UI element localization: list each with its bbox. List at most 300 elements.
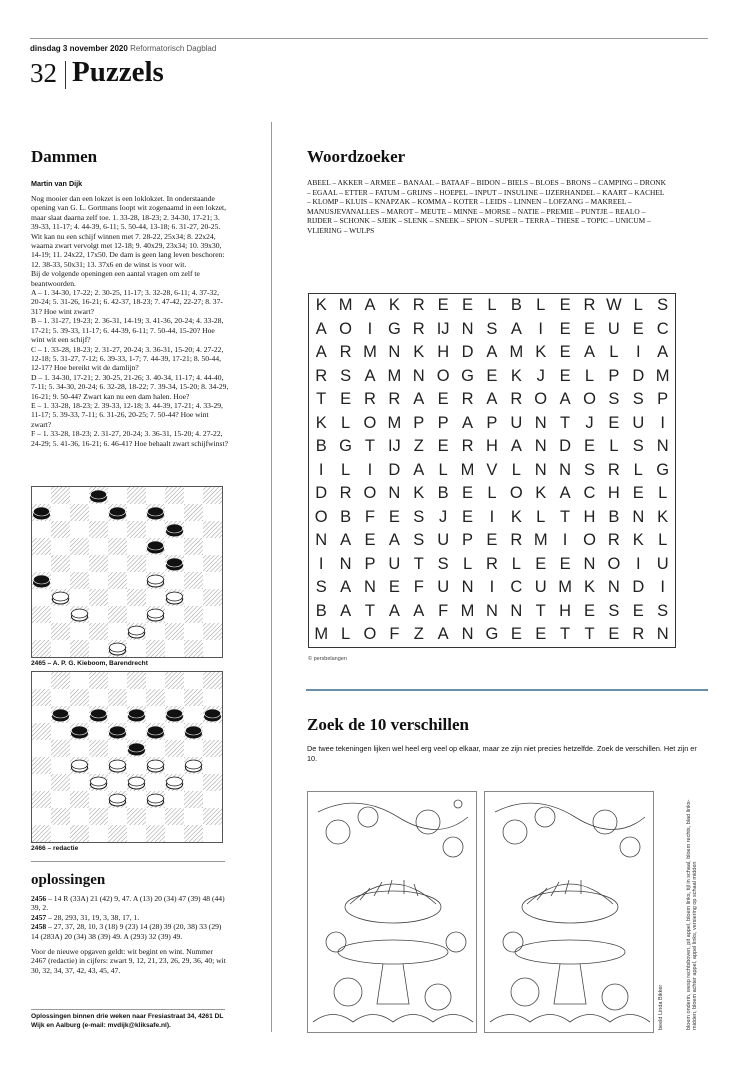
grid-letter: L	[340, 625, 351, 644]
grid-letter: E	[583, 319, 595, 338]
grid-letter: K	[535, 484, 547, 503]
board-square	[165, 808, 184, 825]
board-square	[32, 640, 51, 657]
grid-letter: D	[315, 484, 328, 503]
grid-letter: Z	[413, 625, 424, 644]
grid-letter: O	[583, 531, 596, 550]
grid-letter: O	[363, 625, 377, 644]
grid-letter: J	[536, 366, 545, 385]
dammen-paragraph: Nog mooier dan een lokzet is een loklokzet. In onderstaande opening van G. L. Gortmans loopt wit zogenaamd in een lokzet, maar slaat daarna zelf toe. 1. 33-28, 18-23; 2. 34-30, 17-21; 3. 39-33, 11-17; 4. 44-39, 6-11; 5. 50-44, 13-18; 6. 31-27, 20-25. Wit kan nu een schijf winnen met 7. 28-22, 25x34; 8. 22x24, waarna zwart vervolgt met 12-18; 9. 40x29, 23x34; 10. 39x30, 14-19; 11. 24x22, 17x50. De dam is geen lang leven beschoren: 12. 38-33, 50x31; 13. 37x6 en de winst is voor wit.	[31, 194, 227, 269]
board-square	[127, 555, 146, 572]
grid-letter: M	[314, 625, 329, 644]
board-square	[89, 740, 108, 757]
grid-letter: I	[660, 413, 665, 432]
paper-name: Reformatorisch Dagblad	[130, 44, 217, 53]
grid-letter: M	[387, 413, 402, 432]
grid-letter: R	[339, 343, 352, 362]
board-square	[70, 572, 89, 589]
grid-letter: U	[632, 413, 645, 432]
board-square	[165, 487, 184, 504]
grid-letter: M	[460, 601, 475, 620]
board-square	[203, 774, 222, 791]
grid-letter: B	[315, 437, 327, 456]
grid-letter: T	[584, 625, 595, 644]
board-square	[203, 555, 222, 572]
grid-letter: M	[387, 366, 402, 385]
dammen-paragraph: D – 1. 34-30, 17-21; 2. 30-25, 21-26; 3. 40-34, 11-17; 4. 44-40, 7-11; 5. 34-30, 20-24; 6. 32-28, 18-22; 7. 39-34, 15-20; 8. 34-29, 16-21; 9. 50-44? Zwart kan nu een dam halen. Hoe?	[31, 372, 229, 401]
grid-letter: I	[635, 343, 641, 362]
page-title: Puzzels	[72, 56, 164, 88]
grid-letter: D	[388, 460, 401, 479]
grid-letter: A	[388, 601, 400, 620]
grid-letter: I	[318, 460, 324, 479]
grid-letter: T	[560, 507, 571, 526]
grid-letter: L	[511, 554, 521, 573]
board-square	[32, 606, 51, 623]
dammen-paragraph: B – 1. 31-27, 19-23; 2. 36-31, 14-19; 3. 41-36, 20-24; 4. 33-28, 17-21; 5. 39-33, 11-17; 6. 44-39, 6-11; 7. 50-44, 15-20? Hoe wint wit een schijf?	[31, 316, 224, 345]
solution-text: – 14 R (33A) 21 (42) 9, 47. A (13) 20 (34) 47 (39) 48 (44) 39, 2.	[31, 894, 225, 913]
grid-letter: K	[632, 531, 644, 550]
checkers-board-2465	[31, 486, 223, 658]
grid-letter: N	[461, 625, 474, 644]
grid-letter: A	[657, 343, 669, 362]
grid-letter: E	[559, 319, 571, 338]
board-square	[32, 791, 51, 808]
page-number: 32	[30, 58, 57, 88]
grid-letter: A	[462, 413, 474, 432]
grid-letter: S	[486, 319, 498, 338]
grid-letter: T	[560, 413, 571, 432]
grid-letter: P	[413, 413, 425, 432]
solution-number: 2456	[31, 894, 47, 903]
dammen-paragraph: Bij de volgende openingen een aantal vragen om zelf te beantwoorden.	[31, 269, 200, 288]
column-divider	[271, 122, 272, 1032]
grid-letter: O	[583, 390, 596, 409]
board-square	[127, 589, 146, 606]
grid-letter: N	[364, 578, 376, 597]
grid-letter: L	[658, 531, 668, 550]
grid-letter: N	[534, 460, 547, 479]
grid-letter: N	[388, 484, 401, 503]
opgaven-note: Voor de nieuwe opgaven geldt: wit begint en wint. Nummer 2467 (redactie) in cijfers: zwart 9, 12, 21, 23, 26, 29, 36, 40; wit 30, 32, 34, 37, 42, 43, 45, 47.	[31, 947, 226, 975]
grid-letter: G	[461, 366, 474, 385]
grid-letter: C	[583, 484, 596, 503]
board-square	[127, 808, 146, 825]
grid-letter: E	[559, 296, 571, 315]
grid-letter: K	[413, 343, 425, 362]
grid-letter: T	[316, 390, 327, 409]
grid-letter: E	[462, 484, 474, 503]
grid-letter: I	[367, 319, 373, 338]
grid-letter: O	[314, 507, 328, 526]
board-caption-2466: 2466 – redactie	[31, 845, 79, 852]
grid-letter: G	[656, 460, 670, 479]
grid-letter: M	[655, 366, 670, 385]
board-square	[184, 791, 203, 808]
grid-letter: L	[658, 484, 668, 503]
grid-letter: L	[584, 366, 595, 385]
grid-letter: F	[389, 625, 400, 644]
grid-letter: T	[535, 601, 546, 620]
grid-letter: N	[388, 343, 401, 362]
grid-letter: F	[413, 578, 424, 597]
grid-letter: N	[534, 437, 547, 456]
grid-letter: U	[534, 578, 547, 597]
page-number-divider	[65, 61, 66, 89]
grid-letter: O	[436, 366, 450, 385]
grid-letter: N	[461, 578, 474, 597]
grid-letter: H	[437, 343, 450, 362]
grid-letter: S	[632, 390, 644, 409]
grid-letter: B	[608, 507, 620, 526]
grid-letter: M	[338, 296, 353, 315]
grid-letter: N	[339, 554, 352, 573]
grid-letter: E	[632, 601, 644, 620]
board-square	[51, 740, 70, 757]
grid-letter: E	[486, 531, 498, 550]
grid-letter: E	[462, 296, 474, 315]
board-square	[89, 521, 108, 538]
grid-letter: E	[583, 601, 595, 620]
grid-letter: E	[388, 578, 400, 597]
grid-letter: F	[438, 601, 449, 620]
grid-letter: M	[558, 578, 572, 597]
grid-letter: L	[340, 460, 351, 479]
dammen-author: Martin van Dijk	[31, 179, 83, 188]
grid-letter: A	[340, 578, 352, 597]
grid-letter: A	[486, 343, 498, 362]
dammen-paragraph: A – 1. 34-30, 17-22; 2. 30-25, 11-17; 3. 32-28, 6-11; 4. 37-32, 20-24; 5. 31-26, 16-21; 6. 42-37, 18-23; 7. 47-42, 22-27; 8. 37-31? Hoe wint zwart?	[31, 288, 223, 316]
solution-line	[31, 922, 229, 941]
grid-letter: G	[339, 437, 352, 456]
grid-letter: H	[559, 601, 572, 620]
grid-letter: E	[559, 343, 571, 362]
grid-letter: J	[585, 413, 594, 432]
checkers-board-2466	[31, 671, 223, 843]
grid-letter: K	[413, 484, 425, 503]
grid-letter: S	[657, 296, 669, 315]
grid-letter: A	[340, 601, 352, 620]
grid-letter: E	[535, 625, 547, 644]
board-square	[108, 572, 127, 589]
grid-letter: T	[560, 625, 571, 644]
grid-letter: E	[559, 366, 571, 385]
top-rule	[30, 38, 708, 39]
grid-letter: A	[559, 390, 571, 409]
grid-letter: N	[315, 531, 328, 550]
board-square	[203, 487, 222, 504]
grid-letter: O	[534, 390, 548, 409]
board-square	[203, 672, 222, 689]
dammen-body	[31, 194, 229, 448]
grid-letter: E	[559, 554, 571, 573]
grid-letter: IJ	[387, 437, 401, 456]
board-square	[70, 538, 89, 555]
footnote-rule	[31, 1009, 225, 1010]
grid-letter: I	[635, 554, 641, 573]
board-square	[184, 689, 203, 706]
board-square	[146, 825, 165, 842]
grid-letter: N	[607, 578, 620, 597]
board-square	[32, 757, 51, 774]
board-square	[127, 521, 146, 538]
grid-letter: L	[340, 413, 351, 432]
grid-letter: O	[363, 413, 377, 432]
board-square	[89, 623, 108, 640]
board-square	[203, 623, 222, 640]
solution-number: 2458	[31, 922, 47, 932]
grid-letter: L	[462, 554, 473, 573]
grid-letter: I	[538, 319, 543, 338]
grid-letter: A	[388, 531, 400, 550]
grid-letter: R	[388, 390, 401, 409]
board-square	[70, 825, 89, 842]
grid-letter: P	[437, 413, 449, 432]
grid-letter: S	[583, 460, 595, 479]
grid-letter: D	[632, 578, 645, 597]
grid-letter: A	[559, 484, 571, 503]
grid-letter: A	[364, 296, 376, 315]
board-square	[203, 521, 222, 538]
board-square	[51, 672, 70, 689]
section-rule	[31, 861, 225, 862]
grid-letter: M	[533, 531, 548, 550]
grid-letter: N	[632, 507, 645, 526]
grid-letter: N	[534, 413, 547, 432]
board-square	[89, 589, 108, 606]
grid-letter: U	[656, 554, 669, 573]
grid-letter: A	[364, 366, 376, 385]
grid-letter: K	[388, 296, 400, 315]
grid-letter: G	[485, 625, 499, 644]
grid-letter: S	[340, 366, 352, 385]
grid-letter: P	[657, 390, 669, 409]
board-square	[70, 791, 89, 808]
board-square	[203, 808, 222, 825]
grid-letter: A	[413, 601, 425, 620]
board-square	[184, 640, 203, 657]
grid-letter: E	[632, 484, 644, 503]
grid-letter: L	[438, 460, 448, 479]
grid-letter: Z	[413, 437, 424, 456]
grid-letter: B	[340, 507, 352, 526]
grid-letter: U	[607, 319, 620, 338]
grid-letter: E	[608, 625, 620, 644]
grid-letter: L	[609, 437, 619, 456]
grid-letter: L	[536, 296, 546, 315]
grid-letter: W	[606, 296, 622, 315]
board-square	[51, 774, 70, 791]
grid-letter: L	[633, 460, 643, 479]
board-square	[184, 606, 203, 623]
grid-letter: E	[340, 390, 352, 409]
grid-letter: R	[412, 319, 425, 338]
grid-letter: R	[510, 531, 523, 550]
grid-letter: R	[461, 390, 474, 409]
grid-letter: B	[315, 601, 327, 620]
board-square	[165, 740, 184, 757]
grid-letter: E	[608, 413, 620, 432]
grid-letter: D	[461, 343, 474, 362]
grid-letter: S	[315, 578, 327, 597]
board-square	[127, 487, 146, 504]
board-square	[108, 689, 127, 706]
grid-letter: L	[633, 296, 643, 315]
board-square	[108, 825, 127, 842]
grid-letter: J	[439, 507, 448, 526]
board-square	[203, 740, 222, 757]
grid-letter: M	[363, 343, 377, 362]
verschillen-answer: bloem onderin, wesp rechtsboven, pit appel, bloem links, tijl in schaal, bloem rechts, blad links-midden, bloem achter appel, appel links, versiering op schaal midden	[686, 799, 698, 1030]
grid-letter: N	[461, 319, 474, 338]
grid-letter: E	[632, 319, 644, 338]
grid-letter: D	[559, 437, 572, 456]
solution-number: 2457	[31, 912, 47, 922]
grid-letter: A	[510, 437, 522, 456]
grid-letter: L	[511, 460, 521, 479]
grid-letter: N	[510, 601, 523, 620]
grid-letter: P	[462, 531, 474, 550]
board-square	[127, 672, 146, 689]
grid-letter: I	[367, 460, 373, 479]
image-credit: beeld Linda Bikker	[658, 984, 664, 1030]
grid-letter: K	[510, 366, 522, 385]
grid-letter: R	[607, 460, 620, 479]
grid-letter: L	[487, 296, 497, 315]
board-square	[184, 538, 203, 555]
board-square	[32, 825, 51, 842]
grid-letter: S	[657, 601, 669, 620]
grid-letter: K	[315, 296, 327, 315]
grid-letter: N	[559, 460, 572, 479]
solution-line	[31, 913, 229, 922]
grid-letter: A	[413, 390, 425, 409]
grid-letter: L	[609, 343, 619, 362]
grid-letter: E	[462, 507, 474, 526]
grid-letter: E	[364, 531, 376, 550]
grid-letter: N	[656, 437, 669, 456]
board-square	[184, 504, 203, 521]
woordzoeker-title: Woordzoeker	[307, 147, 406, 166]
grid-letter: K	[535, 343, 547, 362]
grid-letter: R	[339, 484, 352, 503]
grid-letter: I	[318, 554, 324, 573]
grid-letter: R	[461, 437, 474, 456]
grid-letter: T	[364, 437, 376, 456]
board-square	[70, 504, 89, 521]
grid-letter: O	[339, 319, 352, 338]
grid-letter: O	[607, 554, 621, 573]
dammen-paragraph: C – 1. 33-28, 18-23; 2. 31-27, 20-24; 3. 36-31, 15-20; 4. 27-22, 12-18; 5. 31-27, 7-12; 6. 39-33, 1-7; 7. 44-39, 17-21; 8. 50-44, 12-17? Hoe bereikt wit de damlijn?	[31, 344, 224, 373]
grid-letter: S	[413, 507, 425, 526]
dammen-title: Dammen	[31, 147, 98, 166]
grid-letter: A	[510, 319, 522, 338]
grid-letter: V	[486, 460, 498, 479]
grid-letter: E	[437, 437, 449, 456]
grid-letter: A	[315, 343, 327, 362]
board-square	[89, 672, 108, 689]
board-square	[108, 538, 127, 555]
grid-letter: C	[510, 578, 523, 597]
grid-letter: N	[412, 366, 425, 385]
oplossingen-title: oplossingen	[31, 872, 106, 888]
grid-letter: N	[583, 554, 596, 573]
grid-letter: K	[583, 578, 595, 597]
grid-letter: N	[485, 601, 498, 620]
oplossingen-body	[31, 894, 229, 975]
grid-letter: U	[510, 413, 523, 432]
drawing-right	[484, 791, 654, 1033]
solution-text: – 27, 37, 28, 10, 3 (18) 9 (23) 14 (28) 39 (20, 38) 33 (29) 14 (283A) 20 (34) 38 (39) 49. A (293) 32 (39) 49.	[31, 922, 222, 941]
grid-letter: N	[656, 625, 669, 644]
grid-letter: U	[437, 578, 450, 597]
grid-letter: I	[562, 531, 568, 550]
board-square	[32, 689, 51, 706]
grid-letter: K	[315, 413, 327, 432]
grid-letter: F	[364, 507, 376, 526]
grid-letter: A	[315, 319, 327, 338]
woordzoeker-wordlist: ABEEL – AKKER – ARMEE – BANAAL – BATAAF – BIDON – BIELS – BLOES – BRONS – CAMPING – DRONK – EGAAL – ETTER – FATUM – GRIJNS – HOEPEL – INPUT – INSULINE – IJZERHANDEL – KAART – KACHEL – KLOMP – KLUIS – KNAPZAK – KOMMA – KOTER – LEIDS – LINNEN – LOFZANG – MAKREEL – MANUSJEVANALLES – MAROT – MEUTE – MINNE – MORSE – NATIE – PREMIE – PUNTJE – REALO – RIJDER – SCHONK – SJEIK – SLENK – SNEEK – SPION – SUPER – TERRA – THESE – TOPIC – UNICUM – VLIERING – WULPS	[307, 178, 666, 235]
grid-letter: S	[608, 390, 620, 409]
grid-letter: R	[632, 625, 645, 644]
grid-letter: R	[364, 390, 376, 409]
grid-letter: S	[413, 531, 425, 550]
solution-line	[31, 894, 229, 913]
board-square	[184, 825, 203, 842]
grid-letter: L	[487, 484, 497, 503]
board-square	[32, 723, 51, 740]
grid-letter: R	[510, 390, 523, 409]
board-square	[51, 623, 70, 640]
grid-letter: K	[657, 507, 669, 526]
board-square	[70, 689, 89, 706]
grid-letter: H	[607, 484, 620, 503]
grid-letter: P	[486, 413, 498, 432]
grid-letter: T	[413, 554, 424, 573]
section-divider	[306, 689, 708, 691]
grid-letter: I	[660, 578, 665, 597]
board-square	[108, 606, 127, 623]
board-square	[89, 808, 108, 825]
board-square	[184, 572, 203, 589]
grid-letter: A	[486, 390, 498, 409]
grid-letter: P	[608, 366, 620, 385]
drawing-left	[307, 791, 477, 1033]
grid-letter: L	[536, 507, 546, 526]
verschillen-instructions: De twee tekeningen lijken wel heel erg veel op elkaar, maar ze zijn niet precies hetzelfde. Zoek de verschillen. Het zijn er 10.	[307, 744, 697, 763]
board-square	[146, 689, 165, 706]
grid-letter: U	[437, 531, 450, 550]
grid-letter: R	[607, 531, 620, 550]
grid-letter: A	[583, 343, 595, 362]
grid-letter: G	[387, 319, 401, 338]
grid-letter: A	[340, 531, 352, 550]
grid-letter: E	[486, 366, 498, 385]
grid-letter: B	[437, 484, 449, 503]
board-square	[70, 640, 89, 657]
grid-letter: E	[510, 625, 522, 644]
grid-letter: E	[437, 390, 449, 409]
board-square	[51, 808, 70, 825]
date: dinsdag 3 november 2020	[30, 44, 128, 53]
board-square	[165, 623, 184, 640]
board-square	[89, 555, 108, 572]
grid-letter: I	[489, 507, 495, 526]
board-square	[165, 672, 184, 689]
verschillen-title: Zoek de 10 verschillen	[307, 715, 469, 734]
grid-letter: S	[632, 437, 644, 456]
grid-letter: S	[608, 601, 620, 620]
